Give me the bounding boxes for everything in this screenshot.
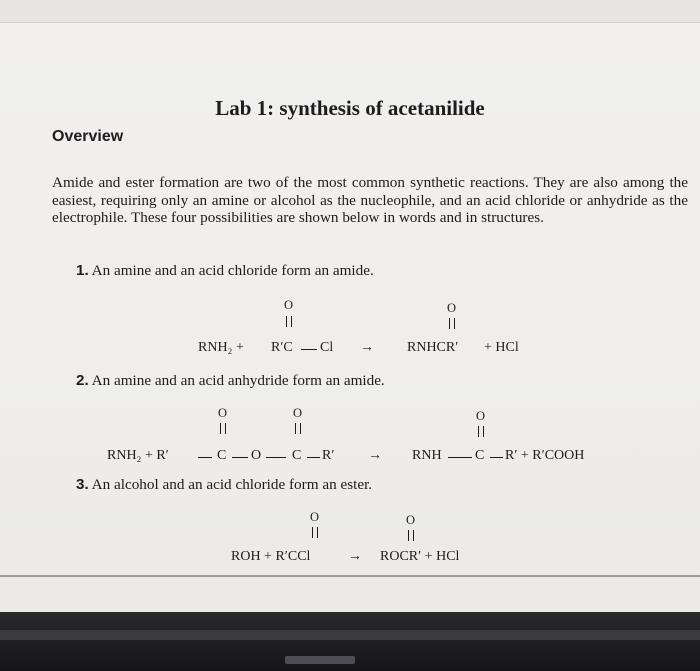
r2-bond-e [448,457,472,458]
r1-arrow: → [360,340,374,355]
r1-single-bond [301,349,317,350]
r1-product-double-bond [449,318,455,329]
r2-carbon-2: C [292,448,302,463]
r1-reactant1: RNH₂ + [198,340,244,355]
r2-bridge-oxygen: O [251,448,262,463]
list-item-text: An amine and an acid chloride form an amide. [91,262,374,279]
r2-bond-f [490,457,503,458]
r2-double-bond-2 [295,423,301,434]
list-item-number: 3. [76,476,89,493]
r2-oxygen-1: O [218,406,228,420]
page-title: Lab 1: synthesis of acetanilide [215,96,485,120]
r3-double-bond-2 [408,530,414,541]
r1-product1: RNHCR′ [407,340,459,355]
list-item-1 [76,262,374,280]
r2-carbon-1: C [217,448,227,463]
r1-carbonyl-oxygen: O [284,298,294,312]
r1-reactant2: R′C [271,340,293,355]
list-item-number: 2. [76,372,89,389]
page-top-edge [0,0,700,23]
bottom-ghost-mark [285,656,355,664]
r2-bond-c [266,457,286,458]
r1-product-oxygen: O [447,301,457,315]
list-item-3 [76,476,372,494]
r2-reactant1: RNH₂ + R′ [107,448,169,463]
r2-product-carbon: C [475,448,485,463]
r3-product1: ROCR′ + HCl [380,549,460,564]
bottom-strip [0,630,700,640]
list-item-text: An amine and an acid anhydride form an amide. [91,372,385,389]
r2-product1: RNH [412,448,442,463]
list-item-number: 1. [76,262,89,279]
r2-oxygen-2: O [293,406,303,420]
r1-product2: + HCl [484,340,519,355]
r1-double-bond [286,316,292,327]
r2-r-tail: R′ [322,448,335,463]
screen-bottom-edge [0,612,700,671]
r2-arrow: → [368,448,382,463]
r3-oxygen-1: O [310,510,320,524]
r2-product-oxygen: O [476,409,486,423]
r2-bond-b [232,457,248,458]
r1-chloride: Cl [320,340,334,355]
r2-double-bond-1 [220,423,226,434]
horizontal-rule [0,575,700,577]
list-item-2 [76,372,385,390]
r2-product-tail: R′ + R′COOH [505,448,585,463]
r2-product-double-bond [478,426,484,437]
intro-paragraph: Amide and ester formation are two of the most common synthetic reactions. They are also among the easiest, requiring only an amine or alcohol as the nucleophile, and an acid chloride or anhydride as the electrophile. These four possibilities are shown below in words and in structures. [52,174,688,226]
list-item-text: An alcohol and an acid chloride form an ester. [91,476,373,493]
overview-heading: Overview [52,128,124,145]
r2-bond-a [198,457,212,458]
r2-bond-d [307,457,320,458]
r3-oxygen-2: O [406,513,416,527]
r3-arrow: → [348,549,362,564]
r3-double-bond-1 [312,527,318,538]
r3-reactant1: ROH + R′CCl [231,549,311,564]
